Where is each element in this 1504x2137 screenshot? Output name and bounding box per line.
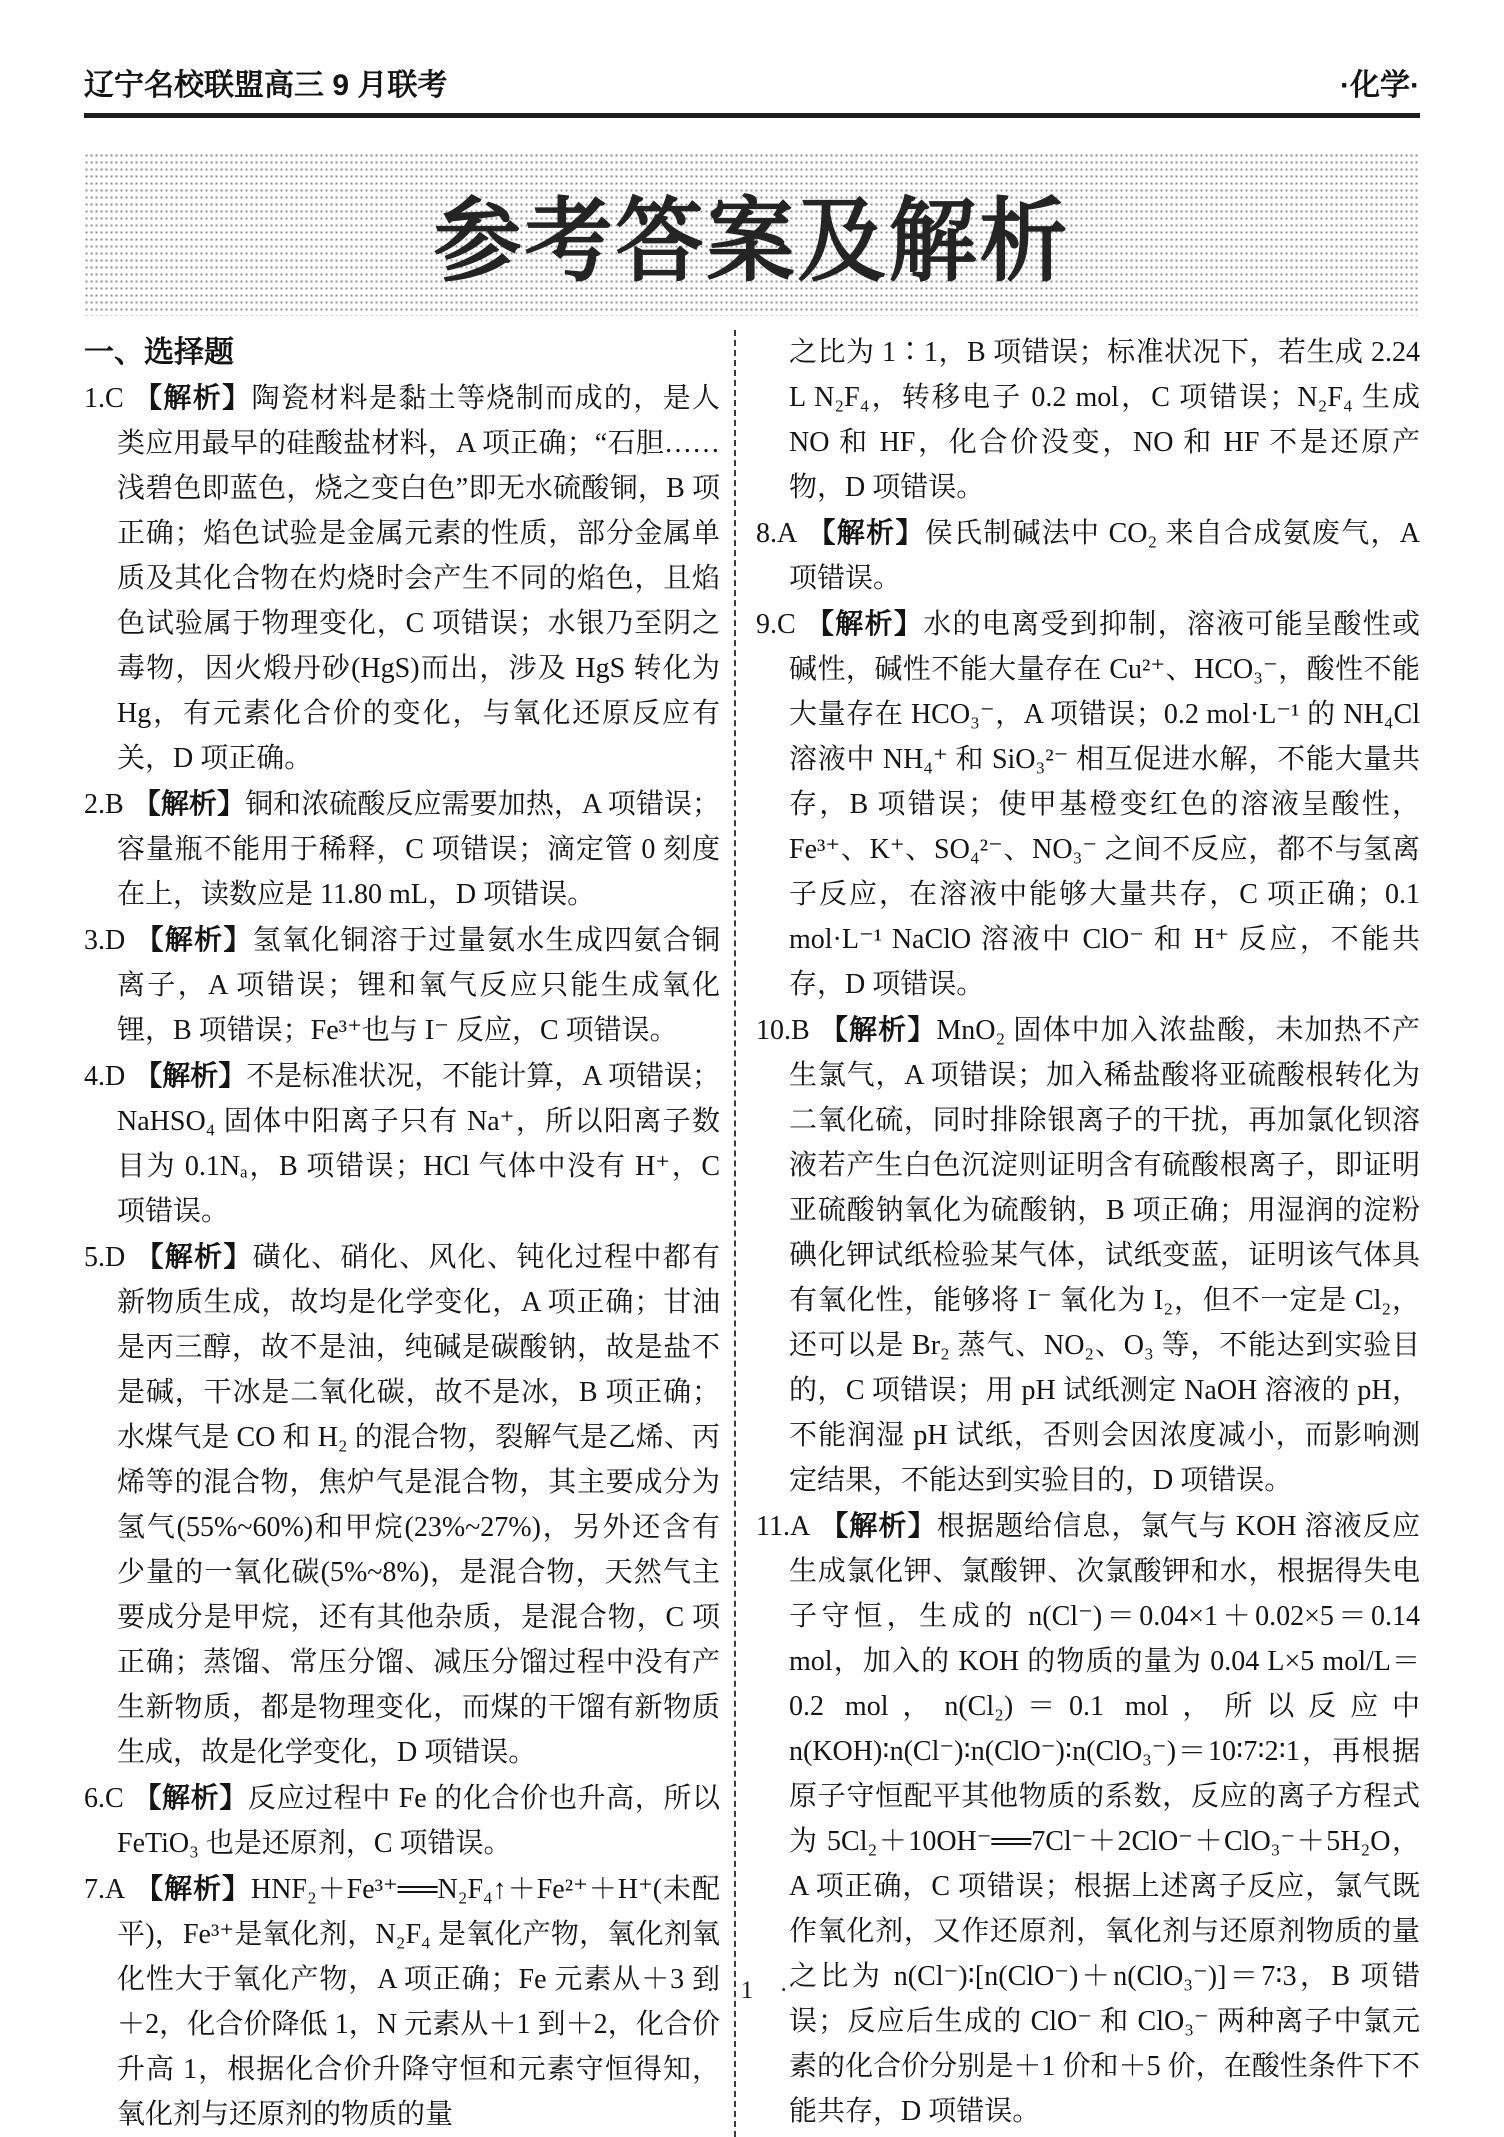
analysis-label: 【解析】 bbox=[132, 1782, 248, 1813]
analysis-label: 【解析】 bbox=[819, 1510, 937, 1541]
analysis-label: 【解析】 bbox=[134, 1873, 251, 1904]
answer-item-4 bbox=[84, 1053, 720, 1234]
answer-item-3 bbox=[84, 917, 720, 1053]
analysis-label: 【解析】 bbox=[132, 788, 246, 819]
answer-item-7-continuation bbox=[756, 330, 1420, 510]
answer-number: 4.D bbox=[84, 1061, 126, 1092]
analysis-label: 【解析】 bbox=[804, 608, 924, 639]
answer-number: 1.C bbox=[84, 383, 124, 414]
answer-text: 反应过程中 Fe 的化合价也升高，所以 FeTiO₃ 也是还原剂，C 项错误。 bbox=[117, 1783, 720, 1859]
analysis-label: 【解析】 bbox=[134, 1241, 253, 1272]
answer-number: 11.A bbox=[756, 1511, 811, 1542]
answer-columns bbox=[84, 330, 1420, 2137]
answer-text: 不是标准状况，不能计算，A 项错误；NaHSO₄ 固体中阳离子只有 Na⁺，所以阳离子数目为 0.1Nₐ，B 项错误；HCl 气体中没有 H⁺，C 项错误。 bbox=[117, 1061, 720, 1227]
answer-item-9 bbox=[756, 601, 1420, 1007]
analysis-label: 【解析】 bbox=[132, 382, 252, 413]
section-heading: 一、选择题 bbox=[84, 336, 234, 369]
answer-text: 铜和浓硫酸反应需要加热，A 项错误；容量瓶不能用于稀释，C 项错误；滴定管 0 刻度在上，读数应是 11.80 mL，D 项错误。 bbox=[117, 789, 720, 910]
answer-item-6 bbox=[84, 1775, 720, 1866]
answer-item-2 bbox=[84, 781, 720, 917]
answer-text: 氢氧化铜溶于过量氨水生成四氨合铜离子，A 项错误；锂和氧气反应只能生成氧化锂，B 项错误；Fe³⁺也与 I⁻ 反应，C 项错误。 bbox=[117, 925, 720, 1046]
page-header bbox=[84, 68, 1420, 118]
answer-text: 陶瓷材料是黏土等烧制而成的，是人类应用最早的硅酸盐材料，A 项正确；“石胆……浅碧色即蓝色，烧之变白色”即无水硫酸铜，B 项正确；焰色试验是金属元素的性质，部分金属单质及其化合物在灼烧时会产生不同的焰色，且焰色试验属于物理变化，C 项错误；水银乃至阴之毒物，因火煅丹砂(HgS)而出，涉及 HgS 转化为 Hg，有元素化合价的变化，与氧化还原反应有关，D 项正确。 bbox=[117, 383, 720, 774]
answer-item-5 bbox=[84, 1234, 720, 1775]
answer-number: 7.A bbox=[84, 1874, 126, 1905]
analysis-label: 【解析】 bbox=[806, 517, 925, 548]
answer-text: 侯氏制碱法中 CO₂ 来自合成氨废气，A 项错误。 bbox=[789, 518, 1420, 594]
analysis-label: 【解析】 bbox=[818, 1014, 937, 1045]
answer-number: 9.C bbox=[756, 609, 796, 640]
left-column bbox=[84, 330, 734, 2137]
answer-item-8 bbox=[756, 510, 1420, 601]
subject-label: ·化学· bbox=[1340, 69, 1420, 102]
answer-text: HNF₂＋Fe³⁺══N₂F₄↑＋Fe²⁺＋H⁺(未配平)，Fe³⁺是氧化剂，N₂F₄ 是氧化产物，氧化剂氧化性大于氧化产物，A 项正确；Fe 元素从＋3 到＋2，化合价降低 1，N 元素从＋1 到＋2，化合价升高 1，根据化合价升降守恒和元素守恒得知，氧化剂与还原剂的物质的量 bbox=[117, 1874, 720, 2130]
answer-text: 磺化、硝化、风化、钝化过程中都有新物质生成，故均是化学变化，A 项正确；甘油是丙三醇，故不是油，纯碱是碳酸钠，故是盐不是碱，干冰是二氧化碳，故不是冰，B 项正确；水煤气是 CO 和 H₂ 的混合物，裂解气是乙烯、丙烯等的混合物，焦炉气是混合物，其主要成分为氢气(55%~60%)和甲烷(23%~27%)，另外还含有少量的一氧化碳(5%~8%)，是混合物，天然气主要成分是甲烷，还有其他杂质，是混合物，C 项正确；蒸馏、常压分馏、减压分馏过程中没有产生新物质，都是物理变化，而煤的干馏有新物质生成，故是化学变化，D 项错误。 bbox=[117, 1242, 720, 1768]
answer-number: 5.D bbox=[84, 1242, 126, 1273]
answer-text: MnO₂ 固体中加入浓盐酸，未加热不产生氯气，A 项错误；加入稀盐酸将亚硫酸根转化为二氧化硫，同时排除银离子的干扰，再加氯化钡溶液若产生白色沉淀则证明含有硫酸根离子，即证明亚硫酸钠氧化为硫酸钠，B 项正确；用湿润的淀粉碘化钾试纸检验某气体，试纸变蓝，证明该气体具有氧化性，能够将 I⁻ 氧化为 I₂，但不一定是 Cl₂，还可以是 Br₂ 蒸气、NO₂、O₃ 等，不能达到实验目的，C 项错误；用 pH 试纸测定 NaOH 溶液的 pH，不能润湿 pH 试纸，否则会因浓度减小，而影响测定结果，不能达到实验目的，D 项错误。 bbox=[789, 1015, 1420, 1496]
answer-number: 2.B bbox=[84, 789, 124, 820]
answer-number: 8.A bbox=[756, 518, 798, 549]
page-number: · 1 · bbox=[706, 1977, 798, 2004]
answer-text: 水的电离受到抑制，溶液可能呈酸性或碱性，碱性不能大量存在 Cu²⁺、HCO₃⁻，酸性不能大量存在 HCO₃⁻，A 项错误；0.2 mol·L⁻¹ 的 NH₄Cl 溶液中 NH₄⁺ 和 SiO₃²⁻ 相互促进水解，不能大量共存，B 项错误；使甲基橙变红色的溶液呈酸性，Fe³⁺、K⁺、SO₄²⁻、NO₃⁻ 之间不反应，都不与氢离子反应，在溶液中能够大量共存，C 项正确；0.1 mol·L⁻¹ NaClO 溶液中 ClO⁻ 和 H⁺ 反应，不能共存，D 项错误。 bbox=[789, 609, 1420, 1000]
answer-item-1 bbox=[84, 375, 720, 781]
answer-item-11 bbox=[756, 1503, 1420, 2134]
exam-title: 辽宁名校联盟高三 9 月联考 bbox=[84, 69, 448, 102]
title-banner bbox=[84, 152, 1420, 316]
answer-item-10 bbox=[756, 1007, 1420, 1503]
answer-text: 之比为 1∶1，B 项错误；标准状况下，若生成 2.24 L N₂F₄，转移电子 0.2 mol，C 项错误；N₂F₄ 生成 NO 和 HF，化合价没变，NO 和 HF 不是还原产物，D 项错误。 bbox=[789, 337, 1420, 503]
right-column bbox=[734, 330, 1420, 2137]
answer-number: 10.B bbox=[756, 1015, 810, 1046]
page-title: 参考答案及解析 bbox=[433, 189, 1071, 293]
analysis-label: 【解析】 bbox=[134, 1060, 247, 1091]
answer-number: 6.C bbox=[84, 1783, 124, 1814]
answer-text: 根据题给信息，氯气与 KOH 溶液反应生成氯化钾、氯酸钾、次氯酸钾和水，根据得失电子守恒，生成的 n(Cl⁻)＝0.04×1＋0.02×5＝0.14 mol，加入的 KOH 的物质的量为 0.04 L×5 mol/L＝0.2 mol，n(Cl₂)＝0.1 mol，所以反应中 n(KOH)∶n(Cl⁻)∶n(ClO⁻)∶n(ClO₃⁻)＝10∶7∶2∶1，再根据原子守恒配平其他物质的系数，反应的离子方程式为 5Cl₂＋10OH⁻══7Cl⁻＋2ClO⁻＋ClO₃⁻＋5H₂O，A 项正确，C 项错误；根据上述离子反应，氯气既作氧化剂，又作还原剂，氧化剂与还原剂物质的量之比为 n(Cl⁻)∶[n(ClO⁻)＋n(ClO₃⁻)]＝7∶3，B 项错误；反应后生成的 ClO⁻ 和 ClO₃⁻ 两种离子中氯元素的化合价分别是＋1 价和＋5 价，在酸性条件下不能共存，D 项错误。 bbox=[789, 1511, 1420, 2127]
answer-number: 3.D bbox=[84, 925, 126, 956]
analysis-label: 【解析】 bbox=[134, 924, 253, 955]
